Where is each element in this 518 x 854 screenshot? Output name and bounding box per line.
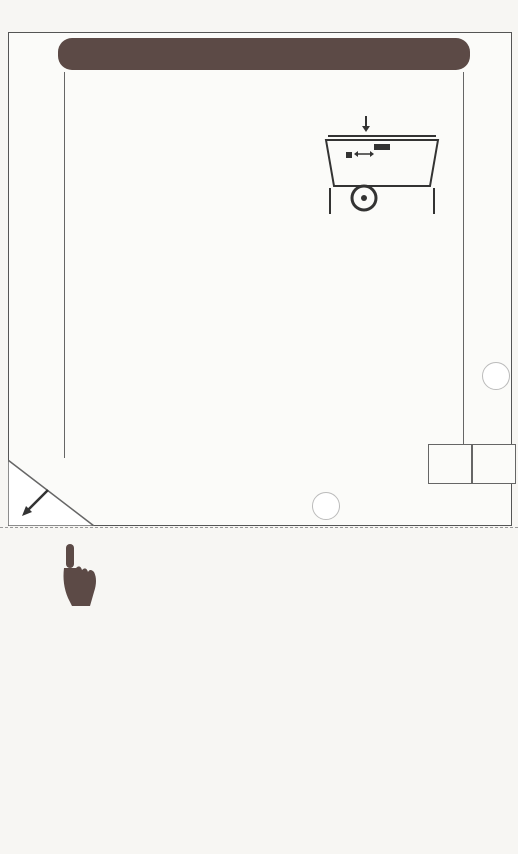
tear-line [0, 527, 518, 528]
windshield-icon [322, 114, 442, 218]
barcode [100, 742, 428, 806]
peel-corner[interactable] [8, 460, 94, 526]
hand-icon [60, 544, 98, 608]
punched-hole-day [482, 362, 510, 390]
punched-hole-month [312, 492, 340, 520]
expiry-box-1 [428, 444, 472, 484]
expiry-box-2 [472, 444, 516, 484]
revenue-banner [58, 38, 470, 70]
